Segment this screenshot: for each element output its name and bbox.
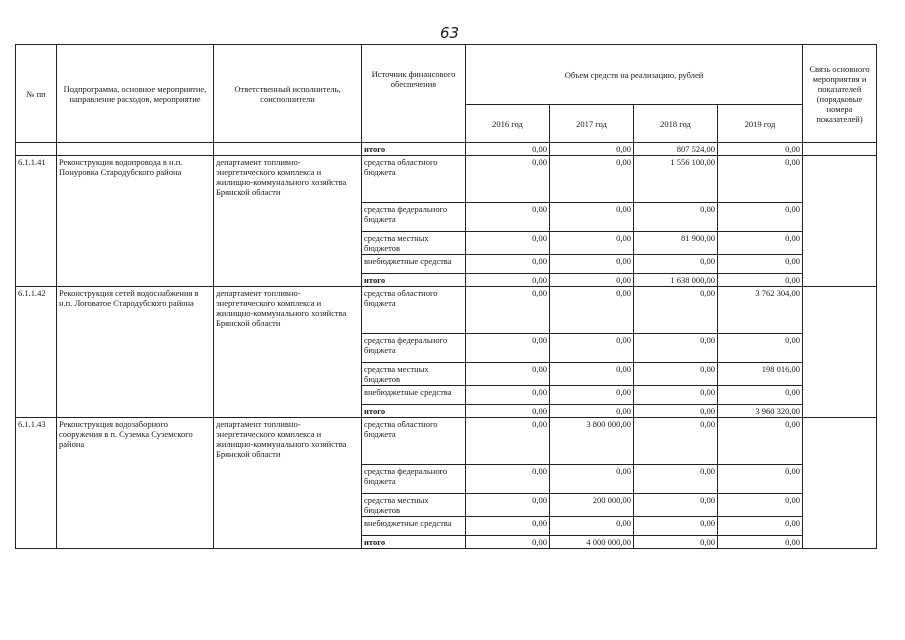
value-cell: 0,00 xyxy=(550,143,634,156)
value-cell: 0,00 xyxy=(718,156,803,203)
item-number: 6.1.1.41 xyxy=(16,156,57,287)
table-row xyxy=(16,156,877,203)
value-cell: 0,00 xyxy=(718,255,803,274)
value-cell: 0,00 xyxy=(466,143,550,156)
value-cell: 0,00 xyxy=(550,232,634,255)
value-cell: 0,00 xyxy=(718,536,803,549)
value-cell: 0,00 xyxy=(550,203,634,232)
header-year-2016: 2016 год xyxy=(466,105,550,143)
source-cell: итого xyxy=(362,405,466,418)
value-cell: 0,00 xyxy=(466,334,550,363)
value-cell: 0,00 xyxy=(466,274,550,287)
value-cell: 0,00 xyxy=(466,386,550,405)
header-year-2018: 2018 год xyxy=(634,105,718,143)
value-cell: 0,00 xyxy=(634,363,718,386)
header-program: Подпрограмма, основное мероприятие, направление расходов, мероприятие xyxy=(57,45,214,143)
budget-table xyxy=(15,44,877,549)
value-cell: 0,00 xyxy=(634,386,718,405)
table-row-top-total xyxy=(16,143,877,156)
source-cell: средства областного бюджета xyxy=(362,287,466,334)
value-cell: 198 016,00 xyxy=(718,363,803,386)
source-cell: внебюджетные средства xyxy=(362,255,466,274)
item-program: Реконструкция водозаборного сооружения в п. Суземка Суземского района xyxy=(57,418,214,549)
item-number: 6.1.1.42 xyxy=(16,287,57,418)
value-cell: 0,00 xyxy=(634,494,718,517)
value-cell: 0,00 xyxy=(718,494,803,517)
value-cell: 1 556 100,00 xyxy=(634,156,718,203)
value-cell: 0,00 xyxy=(634,536,718,549)
value-cell: 0,00 xyxy=(634,334,718,363)
source-cell: средства местных бюджетов xyxy=(362,494,466,517)
value-cell: 0,00 xyxy=(634,465,718,494)
value-cell: 4 000 000,00 xyxy=(550,536,634,549)
page-number: 63 xyxy=(440,24,460,42)
value-cell: 0,00 xyxy=(718,418,803,465)
source-cell: внебюджетные средства xyxy=(362,517,466,536)
header-source: Источник финансового обеспечения xyxy=(362,45,466,143)
header-year-2017: 2017 год xyxy=(550,105,634,143)
value-cell: 0,00 xyxy=(550,465,634,494)
item-number: 6.1.1.43 xyxy=(16,418,57,549)
source-cell: итого xyxy=(362,274,466,287)
value-cell: 0,00 xyxy=(718,386,803,405)
value-cell: 0,00 xyxy=(550,156,634,203)
source-cell: средства областного бюджета xyxy=(362,418,466,465)
table-row xyxy=(16,287,877,334)
source-cell: средства федерального бюджета xyxy=(362,465,466,494)
value-cell: 0,00 xyxy=(550,386,634,405)
value-cell: 0,00 xyxy=(466,494,550,517)
value-cell: 81 900,00 xyxy=(634,232,718,255)
value-cell: 0,00 xyxy=(466,287,550,334)
value-cell: 200 000,00 xyxy=(550,494,634,517)
link-cell xyxy=(803,418,877,549)
value-cell: 0,00 xyxy=(550,517,634,536)
value-cell: 0,00 xyxy=(550,255,634,274)
source-cell: средства местных бюджетов xyxy=(362,232,466,255)
value-cell: 3 960 320,00 xyxy=(718,405,803,418)
value-cell: 0,00 xyxy=(466,156,550,203)
value-cell: 0,00 xyxy=(466,405,550,418)
source-cell: средства местных бюджетов xyxy=(362,363,466,386)
item-executor: департамент топливно-энергетического комплекса и жилищно-коммунального хозяйства Брянской области xyxy=(214,287,362,418)
value-cell: 0,00 xyxy=(718,203,803,232)
value-cell: 0,00 xyxy=(550,363,634,386)
value-cell: 3 800 000,00 xyxy=(550,418,634,465)
item-program: Реконструкция сетей водоснабжения в н.п. Логоватое Стародубского района xyxy=(57,287,214,418)
value-cell: 807 524,00 xyxy=(634,143,718,156)
source-cell: средства областного бюджета xyxy=(362,156,466,203)
value-cell: 0,00 xyxy=(466,536,550,549)
link-cell xyxy=(803,156,877,287)
source-cell: средства федерального бюджета xyxy=(362,203,466,232)
value-cell: 0,00 xyxy=(466,517,550,536)
value-cell: 0,00 xyxy=(718,334,803,363)
value-cell: 0,00 xyxy=(634,287,718,334)
value-cell: 0,00 xyxy=(550,334,634,363)
value-cell: 0,00 xyxy=(466,418,550,465)
item-program: Реконструкция водопровода в н.п. Понуровка Стародубского района xyxy=(57,156,214,287)
header-link: Связь основного мероприятия и показателей (порядковые номера показателей) xyxy=(803,45,877,143)
value-cell: 0,00 xyxy=(550,405,634,418)
value-cell: 0,00 xyxy=(466,203,550,232)
value-cell: 0,00 xyxy=(634,405,718,418)
table-header xyxy=(16,45,877,143)
value-cell: 0,00 xyxy=(718,517,803,536)
value-cell: 0,00 xyxy=(634,418,718,465)
item-executor: департамент топливно-энергетического комплекса и жилищно-коммунального хозяйства Брянской области xyxy=(214,156,362,287)
header-num: № пп xyxy=(16,45,57,143)
value-cell: 0,00 xyxy=(634,255,718,274)
value-cell: 3 762 304,00 xyxy=(718,287,803,334)
value-cell: 0,00 xyxy=(634,517,718,536)
source-cell: итого xyxy=(362,536,466,549)
value-cell: 0,00 xyxy=(466,363,550,386)
value-cell: 0,00 xyxy=(718,143,803,156)
value-cell: 0,00 xyxy=(550,287,634,334)
value-cell: 0,00 xyxy=(466,232,550,255)
value-cell: 0,00 xyxy=(634,203,718,232)
value-cell: 1 638 000,00 xyxy=(634,274,718,287)
source-cell: внебюджетные средства xyxy=(362,386,466,405)
header-year-2019: 2019 год xyxy=(718,105,803,143)
table-body xyxy=(16,143,877,549)
header-executor: Ответственный исполнитель, соисполнители xyxy=(214,45,362,143)
source-cell: средства федерального бюджета xyxy=(362,334,466,363)
value-cell: 0,00 xyxy=(718,465,803,494)
value-cell: 0,00 xyxy=(718,274,803,287)
link-cell xyxy=(803,287,877,418)
table-row xyxy=(16,418,877,465)
header-volume: Объем средств на реализацию, рублей xyxy=(466,45,803,105)
source-cell: итого xyxy=(362,143,466,156)
value-cell: 0,00 xyxy=(550,274,634,287)
item-executor: департамент топливно-энергетического комплекса и жилищно-коммунального хозяйства Брянской области xyxy=(214,418,362,549)
value-cell: 0,00 xyxy=(466,255,550,274)
value-cell: 0,00 xyxy=(718,232,803,255)
value-cell: 0,00 xyxy=(466,465,550,494)
